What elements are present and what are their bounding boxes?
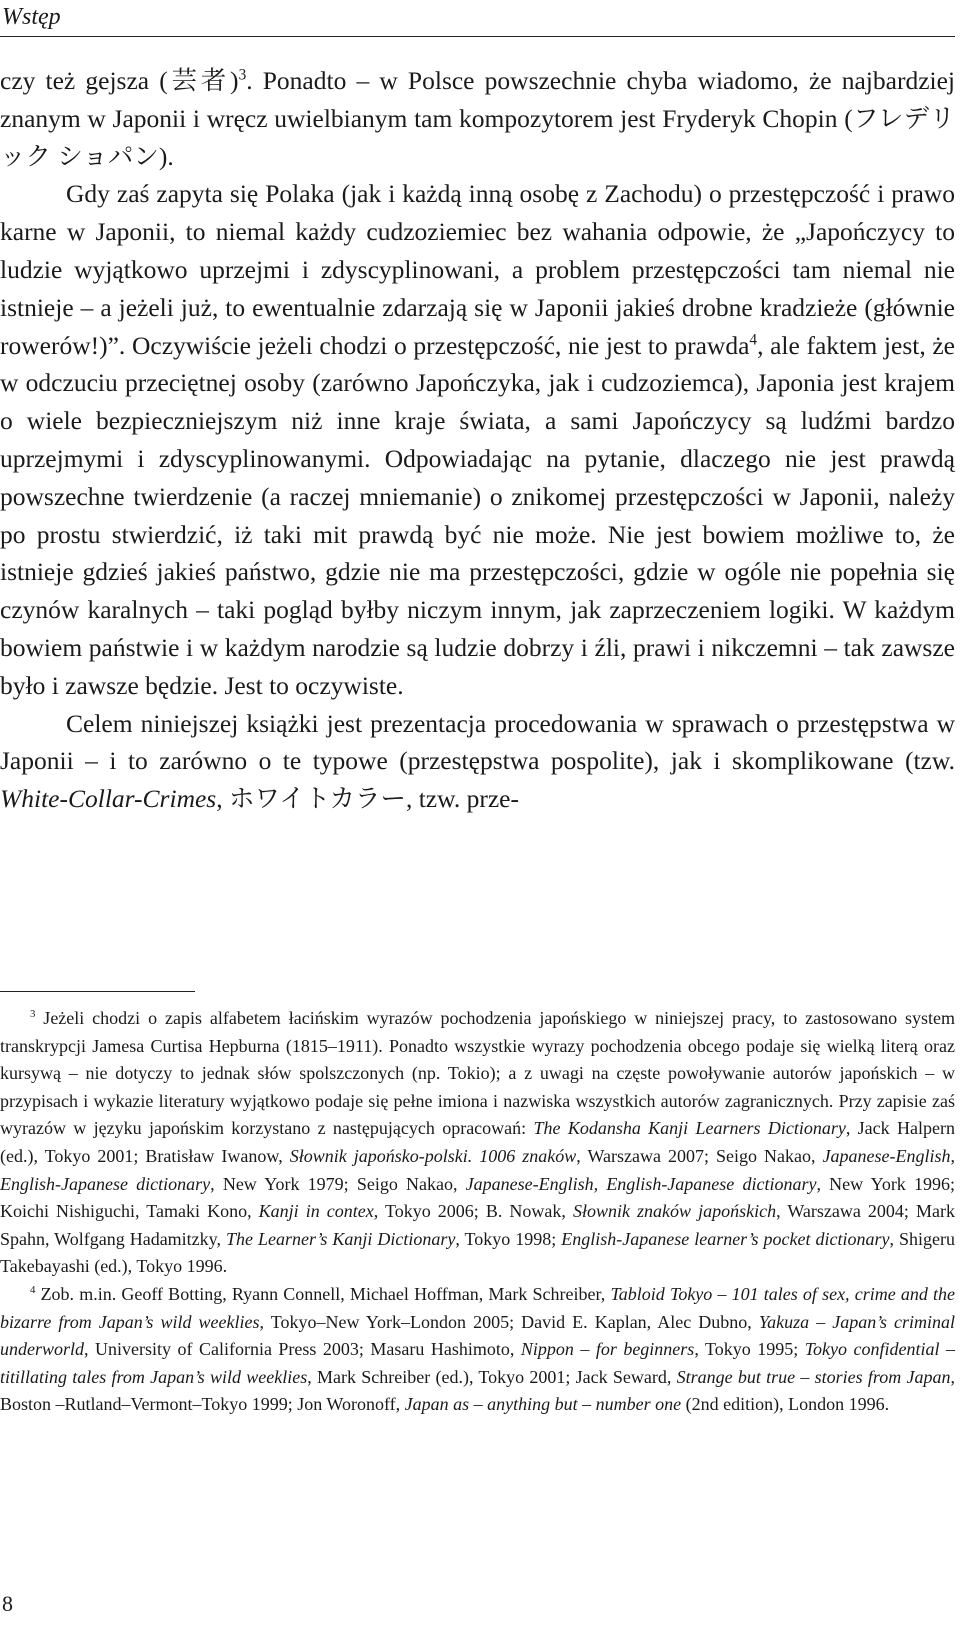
text-run: Jeżeli chodzi o zapis alfabetem łacińskim wyrazów pochodzenia japońskiego w niniejszej pracy, to zastosowano system transkrypcji Jamesa Curtisa Hepburna (1815–1911). Ponadto wszystkie wyrazy pochodzenia obcego podaje się wielką literą oraz kursywą – nie dotyczy to jednak słów spolszczonych (np. Tokio); a z uwagi na częste powoływanie autorów japońskich – w przypisach i wykazie literatury wyjątkowo podaje się pełne imiona i nazwiska wszystkich autorów zagranicznych. Przy zapisie zaś wyrazów w języku japońskim korzystano z następujących opracowań: (0, 1008, 955, 1139)
footnote-ref-4[interactable]: 4 (749, 331, 758, 349)
italic-title: Tabloid Tokyo – 101 tales of sex, crime and the bizarre from Japan’s wild weeklies (0, 1283, 956, 1332)
italic-title: Japanese-English, English-Japanese dictionary (465, 1173, 817, 1194)
text-run: , New York 1996; Koichi Nishiguchi, Tamaki Kono, (0, 1173, 955, 1222)
text-run: , Tokyo–New York–London 2005; David E. Kaplan, Alec Dubno, (259, 1311, 759, 1332)
text-run: czy też gejsza (芸者) (0, 66, 239, 95)
italic-title: Kanji in contex (258, 1201, 374, 1222)
italic-title: Nippon – for beginners (520, 1339, 695, 1360)
page-number: 8 (2, 1591, 13, 1616)
footnote-ref-3[interactable]: 3 (238, 66, 247, 84)
text-run: , Boston –Rutland–Vermont–Tokyo 1999; Jon Woronoff, (0, 1366, 955, 1415)
text-run: Zob. m.in. Geoff Botting, Ryann Connell, Michael Hoffman, Mark Schreiber, (35, 1283, 611, 1304)
paragraph (0, 705, 955, 818)
text-run: , New York 1979; Seigo Nakao, (210, 1173, 466, 1194)
text-run: , Mark Schreiber (ed.), Tokyo 2001; Jack Seward, (307, 1366, 677, 1387)
text-run: Celem niniejszej książki jest prezentacja procedowania w sprawach o przestępstwa w Japonii – i to zarówno o te typowe (przestępstwa pospolite), jak i skomplikowane (tzw. (0, 708, 955, 776)
italic-title: Japanese-English, English-Japanese dictionary (0, 1145, 955, 1194)
paragraph (0, 175, 955, 704)
italic-title: Yakuza – Japan’s criminal underworld (0, 1311, 955, 1360)
italic-title: Słownik japońsko-polski. 1006 znaków (289, 1145, 577, 1166)
italic-term: White-Collar-Crimes (0, 784, 217, 814)
italic-title: English-Japanese learner’s pocket dictionary (561, 1228, 890, 1249)
italic-title: Strange but true – stories from Japan (676, 1366, 951, 1387)
text-run: , Tokyo 2006; B. Nowak, (373, 1201, 573, 1222)
main-text (0, 62, 955, 818)
text-run: , Tokyo 1998; (455, 1228, 562, 1249)
text-run: , ale faktem jest, że w odczuciu przeciętnej osoby (zarówno Japończyka, jak i cudzoziemca), Japonia jest krajem o wiele bezpieczniejszym niż inne kraje świata, a sami Japończycy są ludźmi bardzo uprzejmymi i zdyscyplinowanymi. Odpowiadając na pytanie, dlaczego nie jest prawdą powszechne twierdzenie (a raczej mniemanie) o znikomej przestępczości w Japonii, należy po prostu stwierdzić, iż taki mit prawdą być nie może. Nie jest bowiem możliwe to, że istnieje gdzieś jakieś państwo, gdzie nie ma przestępczości, gdzie w ogóle nie popełnia się czynów karalnych – taki pogląd byłby niczym innym, jak zaprzeczeniem logiki. W każdym bowiem państwie i w każdym narodzie są ludzie dobrzy i źli, prawi i nikczemni – tak zawsze było i zawsze będzie. Jest to oczywiste. (0, 330, 955, 700)
text-run: , ホワイトカラー, tzw. prze- (216, 784, 519, 814)
running-header (0, 0, 955, 37)
text-run: , Warszawa 2004; Mark Spahn, Wolfgang Hadamitzky, (0, 1201, 955, 1249)
italic-title: Tokyo confidential – titillating tales from Japan’s wild weeklies (0, 1339, 955, 1387)
footnote-4 (0, 1281, 955, 1419)
text-run: (2nd edition), London 1996. (681, 1394, 890, 1415)
paragraph-continued (0, 62, 955, 175)
italic-title: The Learner’s Kanji Dictionary (226, 1228, 456, 1249)
text-run: , Jack Halpern (ed.), Tokyo 2001; Bratisław Iwanow, (0, 1118, 955, 1166)
text-run: . Ponadto – w Polsce powszechnie chyba wiadomo, że najbardziej znanym w Japonii i wręcz uwielbianym tam kompozytorem jest Fryderyk Chopin (フレデリック ショパン). (0, 66, 955, 171)
text-run: , Shigeru Takebayashi (ed.), Tokyo 1996. (0, 1228, 955, 1277)
text-run: , University of California Press 2003; Masaru Hashimoto, (84, 1339, 521, 1360)
chapter-title: Wstęp (2, 4, 61, 30)
text-run: , Warszawa 2007; Seigo Nakao, (576, 1145, 823, 1166)
text-run: Gdy zaś zapyta się Polaka (jak i każdą inną osobę z Zachodu) o przestępczość i prawo karne w Japonii, to niemal każdy cudzoziemiec bez wahania odpowie, że „Japończycy to ludzie wyjątkowo uprzejmi i zdyscyplinowani, a problem przestępczości tam niemal nie istnieje – a jeżeli już, to ewentualnie zdarzają się w Japonii jakieś drobne kradzieże (głównie rowerów!)”. Oczywiście jeżeli chodzi o przestępczość, nie jest to prawda (0, 179, 955, 360)
italic-title: Japan as – anything but – number one (404, 1394, 682, 1415)
footnote-divider (0, 991, 195, 992)
italic-title: The Kodansha Kanji Learners Dictionary (533, 1118, 846, 1139)
footnote-number: 3 (30, 1008, 36, 1020)
footnotes (0, 1005, 955, 1419)
footnote-number: 4 (30, 1283, 36, 1296)
footnote-3 (0, 1005, 955, 1281)
italic-title: Słownik znaków japońskich (572, 1201, 777, 1222)
text-run: , Tokyo 1995; (694, 1339, 805, 1360)
